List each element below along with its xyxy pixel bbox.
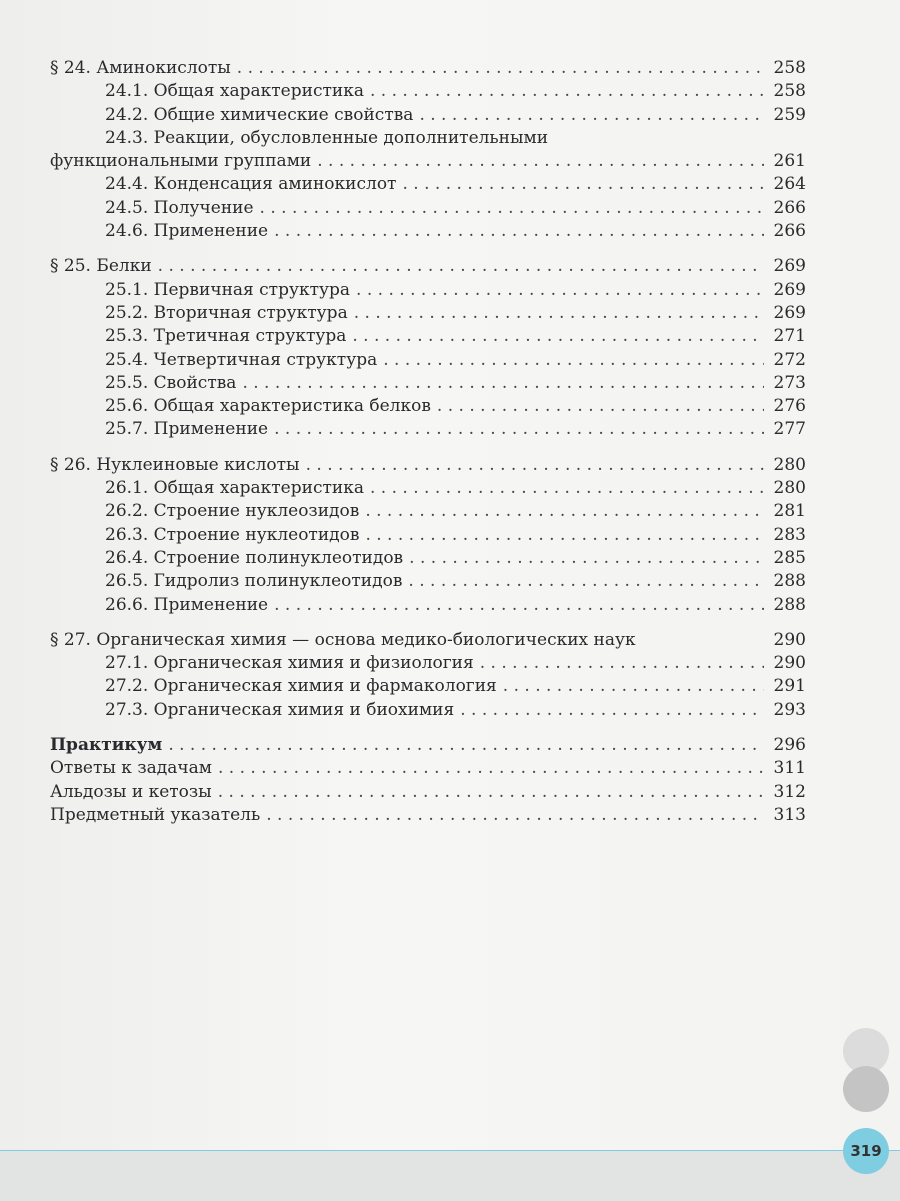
entry-title: функциональными группами [50,151,312,172]
entry-page-number: 271 [773,326,806,347]
toc-subsection-entry [50,80,806,103]
entry-title: 25.4. Четвертичная структура [105,349,378,370]
toc-section-entry [50,804,806,827]
entry-page-number: 290 [773,653,806,674]
toc-subsection-entry [50,524,806,547]
dot-leader [317,150,764,173]
toc-subsection-entry [50,500,806,523]
entry-page-number: 280 [773,478,806,499]
entry-page-number: 266 [773,221,806,242]
toc-section-entry [50,757,806,780]
toc-subsection-entry [50,127,806,150]
dot-leader [274,220,764,243]
dot-leader [306,454,764,477]
toc-section-entry [50,57,806,80]
entry-title: 26.5. Гидролиз полинуклеотидов [105,571,403,592]
entry-page-number: 258 [773,81,806,102]
entry-title: 24.1. Общая характеристика [105,81,364,102]
dot-leader [365,524,764,547]
entry-page-number: 269 [773,279,806,300]
toc-subsection-entry [50,594,806,617]
dot-leader [480,652,764,675]
dot-leader [503,675,764,698]
dot-leader [356,279,764,302]
dot-leader [370,477,764,500]
entry-page-number: 258 [773,58,806,78]
entry-title: Ответы к задачам [50,758,212,779]
entry-title: 24.2. Общие химические свойства [105,104,414,125]
entry-title: § 25. Белки [50,256,152,277]
toc-subsection-entry [50,418,806,441]
toc-subsection-entry [50,173,806,196]
entry-page-number: 276 [773,396,806,417]
entry-title: 24.3. Реакции, обусловленные дополнительными [105,127,549,148]
toc-subsection-entry [50,279,806,302]
dot-leader [237,57,764,80]
toc-subsection-entry [50,395,806,418]
entry-page-number: 272 [773,349,806,370]
entry-title: 25.3. Третичная структура [105,326,347,347]
toc-group [50,255,806,441]
toc-subsection-entry [50,699,806,722]
dot-leader [260,197,764,220]
toc-group [50,57,806,243]
entry-page-number: 283 [773,524,806,545]
dot-leader [354,302,764,325]
entry-page-number: 266 [773,197,806,218]
entry-title: § 27. Органическая химия — основа медико-биологических наук [50,629,636,650]
entry-title: 27.1. Органическая химия и физиология [105,653,474,674]
entry-title: 25.6. Общая характеристика белков [105,396,431,417]
entry-page-number: 261 [773,151,806,172]
entry-page-number: 273 [773,372,806,393]
entry-title: Предметный указатель [50,804,261,825]
entry-page-number: 277 [773,419,806,440]
entry-page-number: 264 [773,174,806,195]
entry-title: 25.7. Применение [105,419,269,440]
dot-leader [419,104,764,127]
page-number-badge: 319 [843,1128,889,1174]
entry-title: 24.6. Применение [105,221,269,242]
entry-title: 25.1. Первичная структура [105,279,351,300]
dot-leader [383,349,764,372]
toc-section-entry [50,629,806,652]
dot-leader [274,594,764,617]
dot-leader [365,500,764,523]
entry-title: 26.6. Применение [105,594,269,615]
entry-title: 27.3. Органическая химия и биохимия [105,699,455,720]
dot-leader [218,757,764,780]
dot-leader [158,255,764,278]
entry-page-number: 293 [773,699,806,720]
toc-subsection-entry [50,349,806,372]
entry-page-number: 281 [773,501,806,522]
dot-leader [402,173,764,196]
dot-leader [409,547,764,570]
decorative-circle-gray [843,1066,889,1112]
entry-page-number: 312 [773,781,806,802]
entry-title: 26.4. Строение полинуклеотидов [105,547,404,568]
entry-title: 25.5. Свойства [105,372,237,393]
toc-subsection-entry [50,302,806,325]
entry-title: § 24. Аминокислоты [50,58,231,78]
entry-title: 25.2. Вторичная структура [105,302,348,323]
toc-subsection-entry [50,197,806,220]
entry-title: 26.2. Строение нуклеозидов [105,501,360,522]
entry-title: 26.1. Общая характеристика [105,478,364,499]
entry-title: Альдозы и кетозы [50,781,212,802]
entry-page-number: 285 [773,547,806,568]
dot-leader [460,699,764,722]
toc-subsection-entry [50,104,806,127]
toc-subsection-entry [50,372,806,395]
toc-subsection-entry [50,220,806,243]
toc-subsection-entry [50,652,806,675]
toc-subsection-entry [50,547,806,570]
entry-page-number: 296 [773,735,806,756]
dot-leader [274,418,764,441]
toc-subsection-entry [50,477,806,500]
toc-group [50,629,806,722]
entry-page-number: 288 [773,571,806,592]
toc-group [50,454,806,617]
dot-leader [168,734,764,757]
toc-section-entry [50,734,806,757]
toc-subsection-entry [50,150,806,173]
toc-section-entry [50,454,806,477]
entry-page-number: 269 [773,256,806,277]
toc-section-entry [50,255,806,278]
entry-title: 24.4. Конденсация аминокислот [105,174,397,195]
toc-subsection-entry [50,675,806,698]
dot-leader [218,781,764,804]
table-of-contents [50,57,806,839]
dot-leader [266,804,764,827]
toc-group [50,734,806,827]
dot-leader [370,80,764,103]
entry-page-number: 291 [773,676,806,697]
entry-title: § 26. Нуклеиновые кислоты [50,454,300,475]
entry-page-number: 288 [773,594,806,615]
entry-title: 27.2. Органическая химия и фармакология [105,676,497,697]
entry-page-number: 269 [773,302,806,323]
entry-title: Практикум [50,735,163,756]
dot-leader [437,395,764,418]
entry-page-number: 311 [773,758,806,779]
toc-subsection-entry [50,325,806,348]
entry-page-number: 280 [773,454,806,475]
entry-page-number: 290 [773,629,806,650]
toc-subsection-entry [50,570,806,593]
entry-page-number: 313 [773,804,806,825]
bottom-band [0,1150,900,1201]
entry-page-number: 259 [773,104,806,125]
dot-leader [242,372,764,395]
entry-title: 26.3. Строение нуклеотидов [105,524,360,545]
dot-leader [408,570,764,593]
dot-leader [352,325,764,348]
entry-title: 24.5. Получение [105,197,254,218]
toc-section-entry [50,781,806,804]
